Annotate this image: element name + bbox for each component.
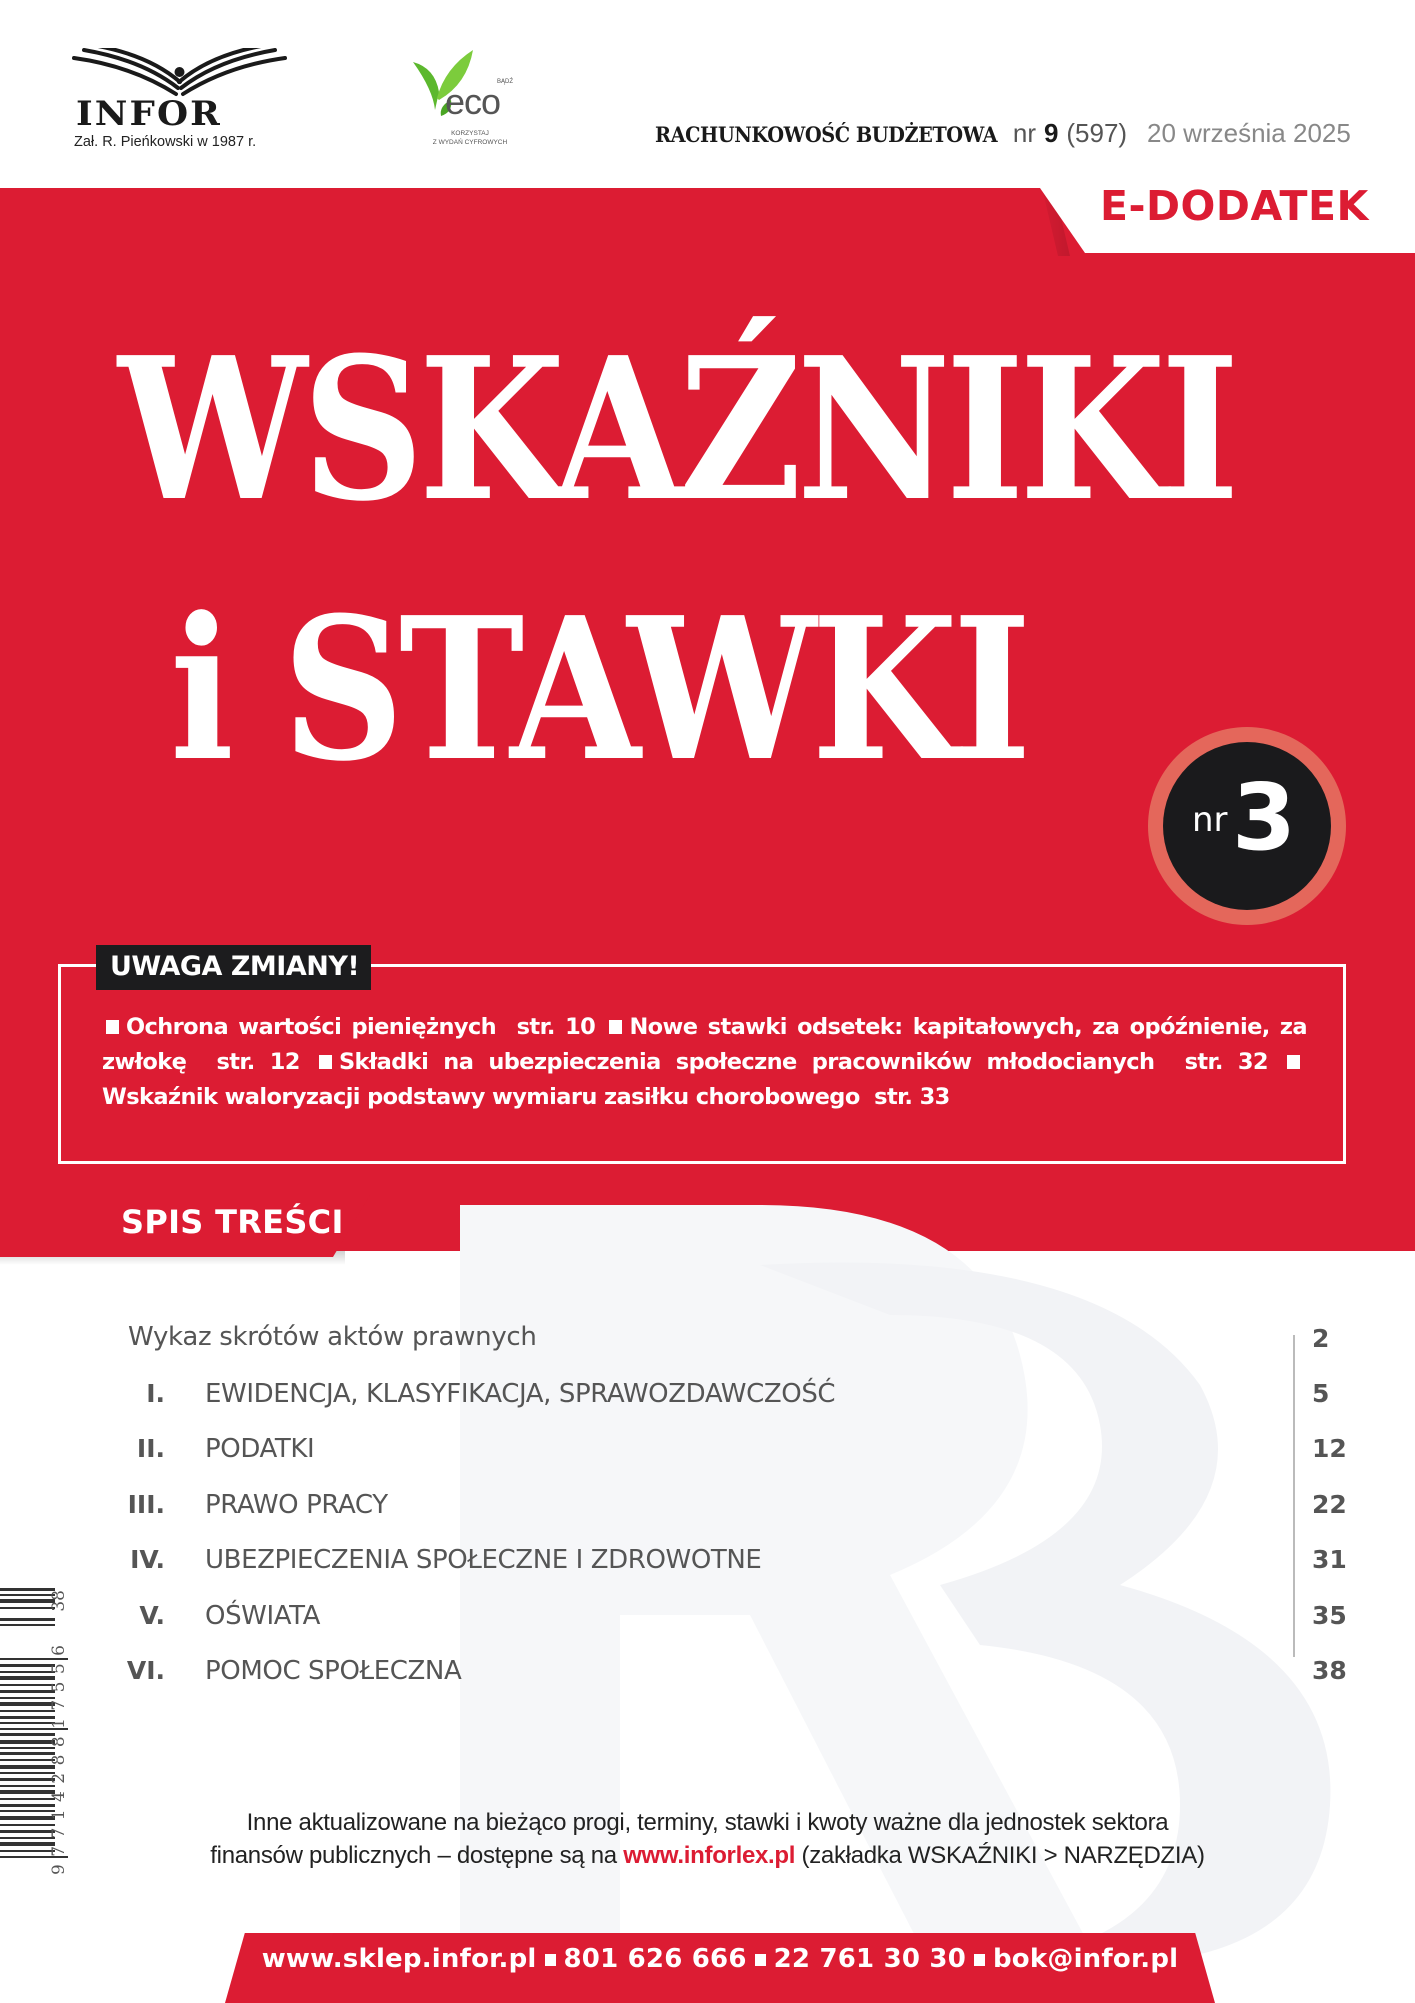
toc-item-title: UBEZPIECZENIA SPOŁECZNE I ZDROWOTNE bbox=[205, 1545, 762, 1575]
toc-item[interactable] bbox=[0, 1379, 1415, 1419]
info-line-1: Inne aktualizowane na bieżąco progi, terminy, stawki i kwoty ważne dla jednostek sektora bbox=[246, 1809, 1169, 1836]
toc-item-page: 5 bbox=[1312, 1379, 1330, 1408]
toc-item-title: EWIDENCJA, KLASYFIKACJA, SPRAWOZDAWCZOŚĆ bbox=[205, 1379, 836, 1409]
changes-list bbox=[102, 1010, 1307, 1115]
toc-item[interactable] bbox=[0, 1545, 1415, 1585]
info-line-2: finansów publicznych – dostępne są na www.inforlex.pl (zakładka WSKAŹNIKI > NARZĘDZIA) bbox=[210, 1842, 1205, 1869]
toc-intro[interactable] bbox=[128, 1322, 537, 1352]
footer-contacts bbox=[225, 1944, 1215, 1974]
footer-phone-2[interactable]: 22 761 30 30 bbox=[773, 1944, 966, 1974]
eco-wordmark: eco bbox=[445, 81, 501, 122]
toc-intro-page: 2 bbox=[1312, 1324, 1330, 1353]
toc-item-title: PRAWO PRACY bbox=[205, 1490, 388, 1520]
toc-item-page: 38 bbox=[1312, 1656, 1347, 1685]
masthead-date: 20 września 2025 bbox=[1147, 118, 1351, 148]
barcode-icon bbox=[0, 1580, 70, 1880]
footer-phone-1[interactable]: 801 626 666 bbox=[563, 1944, 747, 1974]
infor-logo bbox=[72, 48, 287, 148]
eco-tagline-1: KORZYSTAJ bbox=[451, 130, 489, 137]
bullet-square-icon bbox=[609, 1020, 622, 1034]
toc-item-number: IV. bbox=[130, 1545, 165, 1574]
bullet-square-icon bbox=[106, 1020, 119, 1034]
cover-title-line2: i STAWKI bbox=[170, 575, 1027, 805]
toc-item-number: VI. bbox=[126, 1656, 165, 1685]
svg-text:9771428817556: 9771428817556 bbox=[49, 1645, 69, 1875]
changes-item[interactable]: Wskaźnik waloryzacji podstawy wymiaru zasiłku chorobowego str. 33 bbox=[102, 1049, 1307, 1110]
toc-item-title: POMOC SPOŁECZNA bbox=[205, 1656, 462, 1686]
changes-item[interactable]: Nowe stawki odsetek: kapitałowych, za opóźnienie, za zwłokę str. 12 bbox=[102, 1014, 1308, 1075]
changes-label: UWAGA ZMIANY! bbox=[96, 945, 371, 990]
bullet-square-icon bbox=[545, 1954, 556, 1966]
toc-item[interactable] bbox=[0, 1490, 1415, 1530]
bullet-square-icon bbox=[319, 1055, 332, 1069]
masthead-number: 9 bbox=[1043, 118, 1059, 148]
bullet-square-icon bbox=[1287, 1055, 1300, 1069]
inforlex-link[interactable]: www.inforlex.pl bbox=[623, 1842, 796, 1869]
masthead-issue: (597) bbox=[1066, 118, 1128, 148]
infor-wordmark: INFOR bbox=[76, 94, 222, 134]
eco-logo bbox=[405, 50, 535, 150]
toc-item-number: III. bbox=[127, 1490, 165, 1519]
cover-title-line1: WSKAŹNIKI bbox=[118, 315, 1235, 545]
issue-badge-number: 3 bbox=[1232, 764, 1297, 871]
toc-item[interactable] bbox=[0, 1434, 1415, 1474]
footer-email-link[interactable]: bok@infor.pl bbox=[993, 1944, 1179, 1974]
bullet-square-icon bbox=[974, 1954, 985, 1966]
eco-small-label: BĄDŹ bbox=[497, 79, 514, 85]
info-text bbox=[100, 1806, 1315, 1872]
toc-intro-title: Wykaz skrótów aktów prawnych bbox=[128, 1322, 537, 1352]
changes-item[interactable]: Ochrona wartości pieniężnych str. 10 bbox=[102, 1014, 595, 1040]
masthead-title: RACHUNKOWOŚĆ BUDŻETOWA bbox=[655, 122, 998, 147]
infor-wings-icon bbox=[72, 48, 287, 100]
masthead bbox=[655, 118, 1351, 149]
toc-item[interactable] bbox=[0, 1601, 1415, 1641]
toc-item-number: I. bbox=[146, 1379, 165, 1408]
toc-item-page: 22 bbox=[1312, 1490, 1347, 1519]
masthead-nr-label: nr bbox=[1012, 118, 1036, 148]
toc-item-number: V. bbox=[139, 1601, 165, 1630]
infor-subtitle: Zał. R. Pieńkowski w 1987 r. bbox=[74, 134, 257, 150]
issue-badge-prefix: nr bbox=[1192, 800, 1228, 840]
changes-item[interactable]: Składki na ubezpieczenia społeczne pracowników młodocianych str. 32 bbox=[315, 1049, 1268, 1075]
bullet-square-icon bbox=[755, 1954, 766, 1966]
edition-tag: E-DODATEK bbox=[1100, 182, 1369, 230]
toc-item-title: PODATKI bbox=[205, 1434, 315, 1464]
footer-website-link[interactable]: www.sklep.infor.pl bbox=[261, 1944, 537, 1974]
toc-item-number: II. bbox=[136, 1434, 165, 1463]
toc-item[interactable] bbox=[0, 1656, 1415, 1696]
toc-label: SPIS TREŚCI bbox=[121, 1203, 344, 1241]
toc-item-page: 12 bbox=[1312, 1434, 1347, 1463]
toc-item-page: 31 bbox=[1312, 1545, 1347, 1574]
eco-tagline-2: Z WYDAŃ CYFROWYCH bbox=[432, 139, 508, 146]
svg-text:38: 38 bbox=[49, 1590, 69, 1612]
toc-item-title: OŚWIATA bbox=[205, 1601, 320, 1631]
toc-item-page: 35 bbox=[1312, 1601, 1347, 1630]
